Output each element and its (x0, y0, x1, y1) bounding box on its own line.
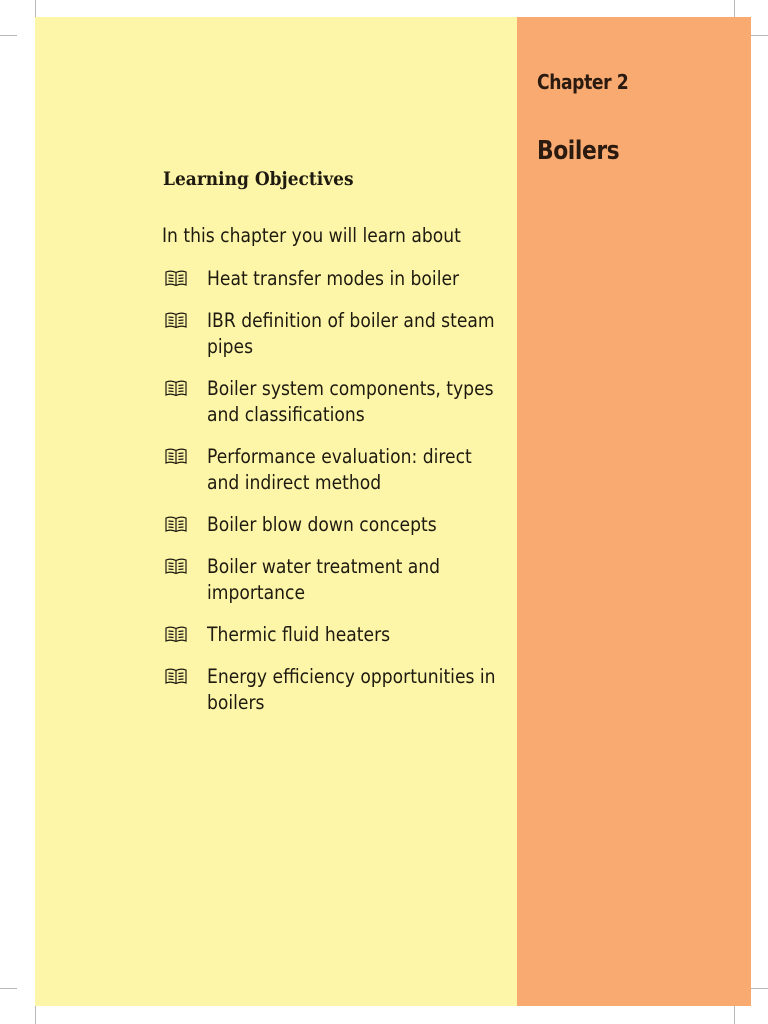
chapter-number: Chapter 2 (537, 70, 629, 94)
crop-mark (751, 988, 768, 989)
objective-text: Heat transfer modes in boiler (207, 267, 460, 290)
objective-text: Performance evaluation: direct and indirect method (207, 445, 472, 494)
crop-mark (0, 988, 17, 989)
objective-item (165, 266, 505, 292)
open-book-icon (165, 312, 187, 330)
objective-text: IBR definition of boiler and steam pipes (207, 309, 495, 358)
crop-mark (0, 35, 17, 36)
objective-text: Boiler blow down concepts (207, 513, 437, 536)
objectives-intro: In this chapter you will learn about (162, 224, 461, 247)
open-book-icon (165, 558, 187, 576)
chapter-title: Boilers (537, 136, 620, 166)
crop-mark (35, 0, 36, 17)
objective-item (165, 444, 505, 496)
learning-objectives-heading: Learning Objectives (163, 169, 354, 190)
objectives-list (165, 266, 505, 732)
objective-text: Boiler water treatment and importance (207, 555, 441, 604)
objective-item (165, 554, 505, 606)
open-book-icon (165, 668, 187, 686)
objective-item (165, 622, 505, 648)
open-book-icon (165, 448, 187, 466)
open-book-icon (165, 270, 187, 288)
crop-mark (751, 35, 768, 36)
crop-mark (734, 0, 735, 17)
crop-mark (734, 1006, 735, 1024)
objective-item (165, 664, 505, 716)
open-book-icon (165, 380, 187, 398)
crop-mark (35, 1006, 36, 1024)
open-book-icon (165, 626, 187, 644)
objective-text: Thermic fluid heaters (207, 623, 391, 646)
objective-text: Energy efficiency opportunities in boilers (207, 665, 496, 714)
objective-text: Boiler system components, types and classifications (207, 377, 494, 426)
objective-item (165, 376, 505, 428)
objective-item (165, 308, 505, 360)
objective-item (165, 512, 505, 538)
open-book-icon (165, 516, 187, 534)
